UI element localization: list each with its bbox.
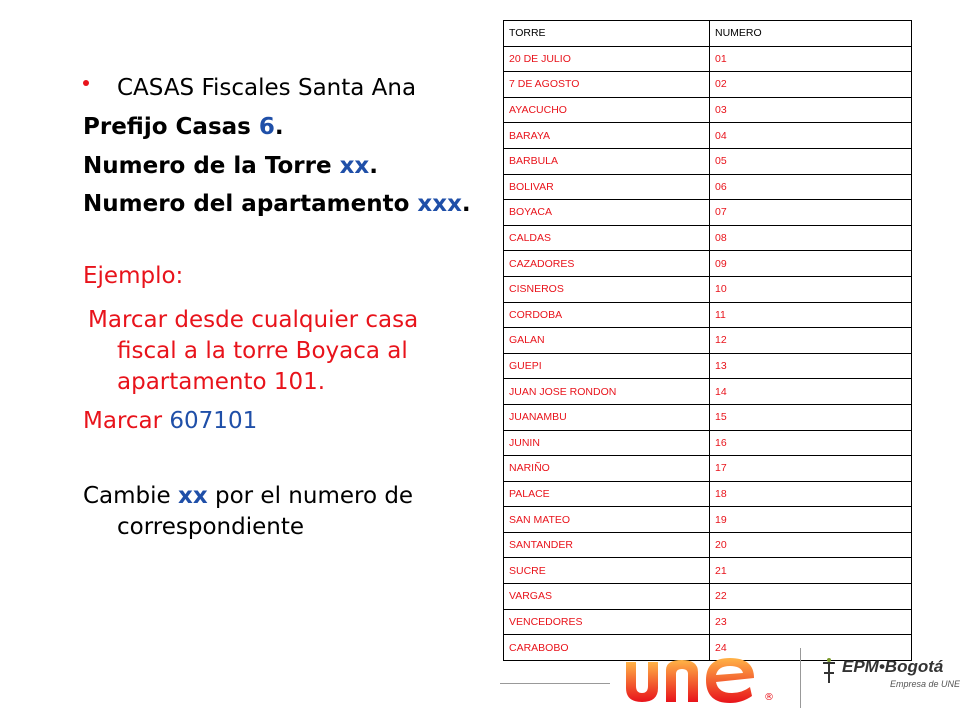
epm-logo-text: EPM•Bogotá: [842, 657, 944, 676]
table-row: [504, 584, 912, 610]
header-numero: NUMERO: [710, 21, 912, 47]
table-row: [504, 558, 912, 584]
table-row: [504, 481, 912, 507]
torre-cell: 7 DE AGOSTO: [504, 72, 710, 98]
epm-emblem-icon: [820, 657, 838, 687]
table-row: [504, 251, 912, 277]
ejemplo-heading: Ejemplo:: [83, 263, 184, 289]
torre-cell: NARIÑO: [504, 456, 710, 482]
torre-cell: BARAYA: [504, 123, 710, 149]
table-row: [504, 200, 912, 226]
torre-cell: CISNEROS: [504, 276, 710, 302]
numero-cell: 17: [710, 456, 912, 482]
numero-cell: 07: [710, 200, 912, 226]
table-row: [504, 302, 912, 328]
table-row: [504, 276, 912, 302]
torre-cell: SAN MATEO: [504, 507, 710, 533]
registered-mark: ®: [764, 692, 774, 703]
torre-cell: BARBULA: [504, 148, 710, 174]
table-row: [504, 328, 912, 354]
table-row: [504, 456, 912, 482]
numero-cell: 08: [710, 225, 912, 251]
torres-table: [503, 20, 912, 661]
numero-cell: 02: [710, 72, 912, 98]
table-row: [504, 353, 912, 379]
numero-cell: 03: [710, 97, 912, 123]
numero-cell: 12: [710, 328, 912, 354]
torre-cell: VARGAS: [504, 584, 710, 610]
numero-cell: 24: [710, 635, 912, 661]
torre-cell: PALACE: [504, 481, 710, 507]
table-row: [504, 532, 912, 558]
table-row: [504, 507, 912, 533]
cambie-line2: correspondiente: [117, 514, 304, 540]
numero-cell: 13: [710, 353, 912, 379]
prefijo-line: Prefijo Casas 6.: [83, 114, 284, 140]
header-torre: TORRE: [504, 21, 710, 47]
numero-cell: 15: [710, 404, 912, 430]
table-row: [504, 123, 912, 149]
numero-cell: 01: [710, 46, 912, 72]
torre-cell: CAZADORES: [504, 251, 710, 277]
torre-cell: BOLIVAR: [504, 174, 710, 200]
cambie-line1: Cambie xx por el numero de: [83, 483, 414, 509]
torre-cell: VENCEDORES: [504, 609, 710, 635]
une-logo-text: une: [618, 640, 620, 641]
footer-divider: [500, 683, 610, 684]
table-row: [504, 379, 912, 405]
torre-cell: SANTANDER: [504, 532, 710, 558]
torre-cell: CARABOBO: [504, 635, 710, 661]
numero-cell: 22: [710, 584, 912, 610]
numero-cell: 06: [710, 174, 912, 200]
torre-cell: BOYACA: [504, 200, 710, 226]
torre-cell: 20 DE JULIO: [504, 46, 710, 72]
table-row: [504, 148, 912, 174]
torre-cell: JUAN JOSE RONDON: [504, 379, 710, 405]
numero-cell: 18: [710, 481, 912, 507]
numero-cell: 10: [710, 276, 912, 302]
numero-cell: 23: [710, 609, 912, 635]
table-row: [504, 404, 912, 430]
torre-cell: CALDAS: [504, 225, 710, 251]
table-row: [504, 97, 912, 123]
table-row: [504, 72, 912, 98]
torre-cell: JUANAMBU: [504, 404, 710, 430]
bullet-icon: [83, 80, 89, 86]
torre-cell: GALAN: [504, 328, 710, 354]
marcar-instruction-line2: fiscal a la torre Boyaca al: [117, 338, 408, 364]
table-row: [504, 609, 912, 635]
logo-separator: [800, 648, 801, 708]
numero-cell: 11: [710, 302, 912, 328]
apartamento-line: Numero del apartamento xxx.: [83, 191, 471, 217]
torre-cell: AYACUCHO: [504, 97, 710, 123]
table-row: [504, 430, 912, 456]
epm-subtitle: Empresa de UNE: [890, 679, 960, 689]
numero-cell: 05: [710, 148, 912, 174]
numero-cell: 16: [710, 430, 912, 456]
torre-cell: GUEPI: [504, 353, 710, 379]
torre-cell: CORDOBA: [504, 302, 710, 328]
marcar-number-line: Marcar 607101: [83, 408, 258, 434]
torre-cell: JUNIN: [504, 430, 710, 456]
numero-cell: 21: [710, 558, 912, 584]
torre-cell: SUCRE: [504, 558, 710, 584]
numero-cell: 04: [710, 123, 912, 149]
numero-cell: 19: [710, 507, 912, 533]
table-row: [504, 225, 912, 251]
numero-cell: 09: [710, 251, 912, 277]
bullet-line: CASAS Fiscales Santa Ana: [117, 75, 417, 101]
table-row: [504, 46, 912, 72]
torre-line: Numero de la Torre xx.: [83, 153, 378, 179]
numero-cell: 20: [710, 532, 912, 558]
une-logo: [618, 640, 788, 710]
marcar-instruction-line3: apartamento 101.: [117, 369, 326, 395]
table-header-row: [504, 21, 912, 47]
table-row: [504, 174, 912, 200]
marcar-instruction-line1: Marcar desde cualquier casa: [88, 307, 419, 333]
numero-cell: 14: [710, 379, 912, 405]
